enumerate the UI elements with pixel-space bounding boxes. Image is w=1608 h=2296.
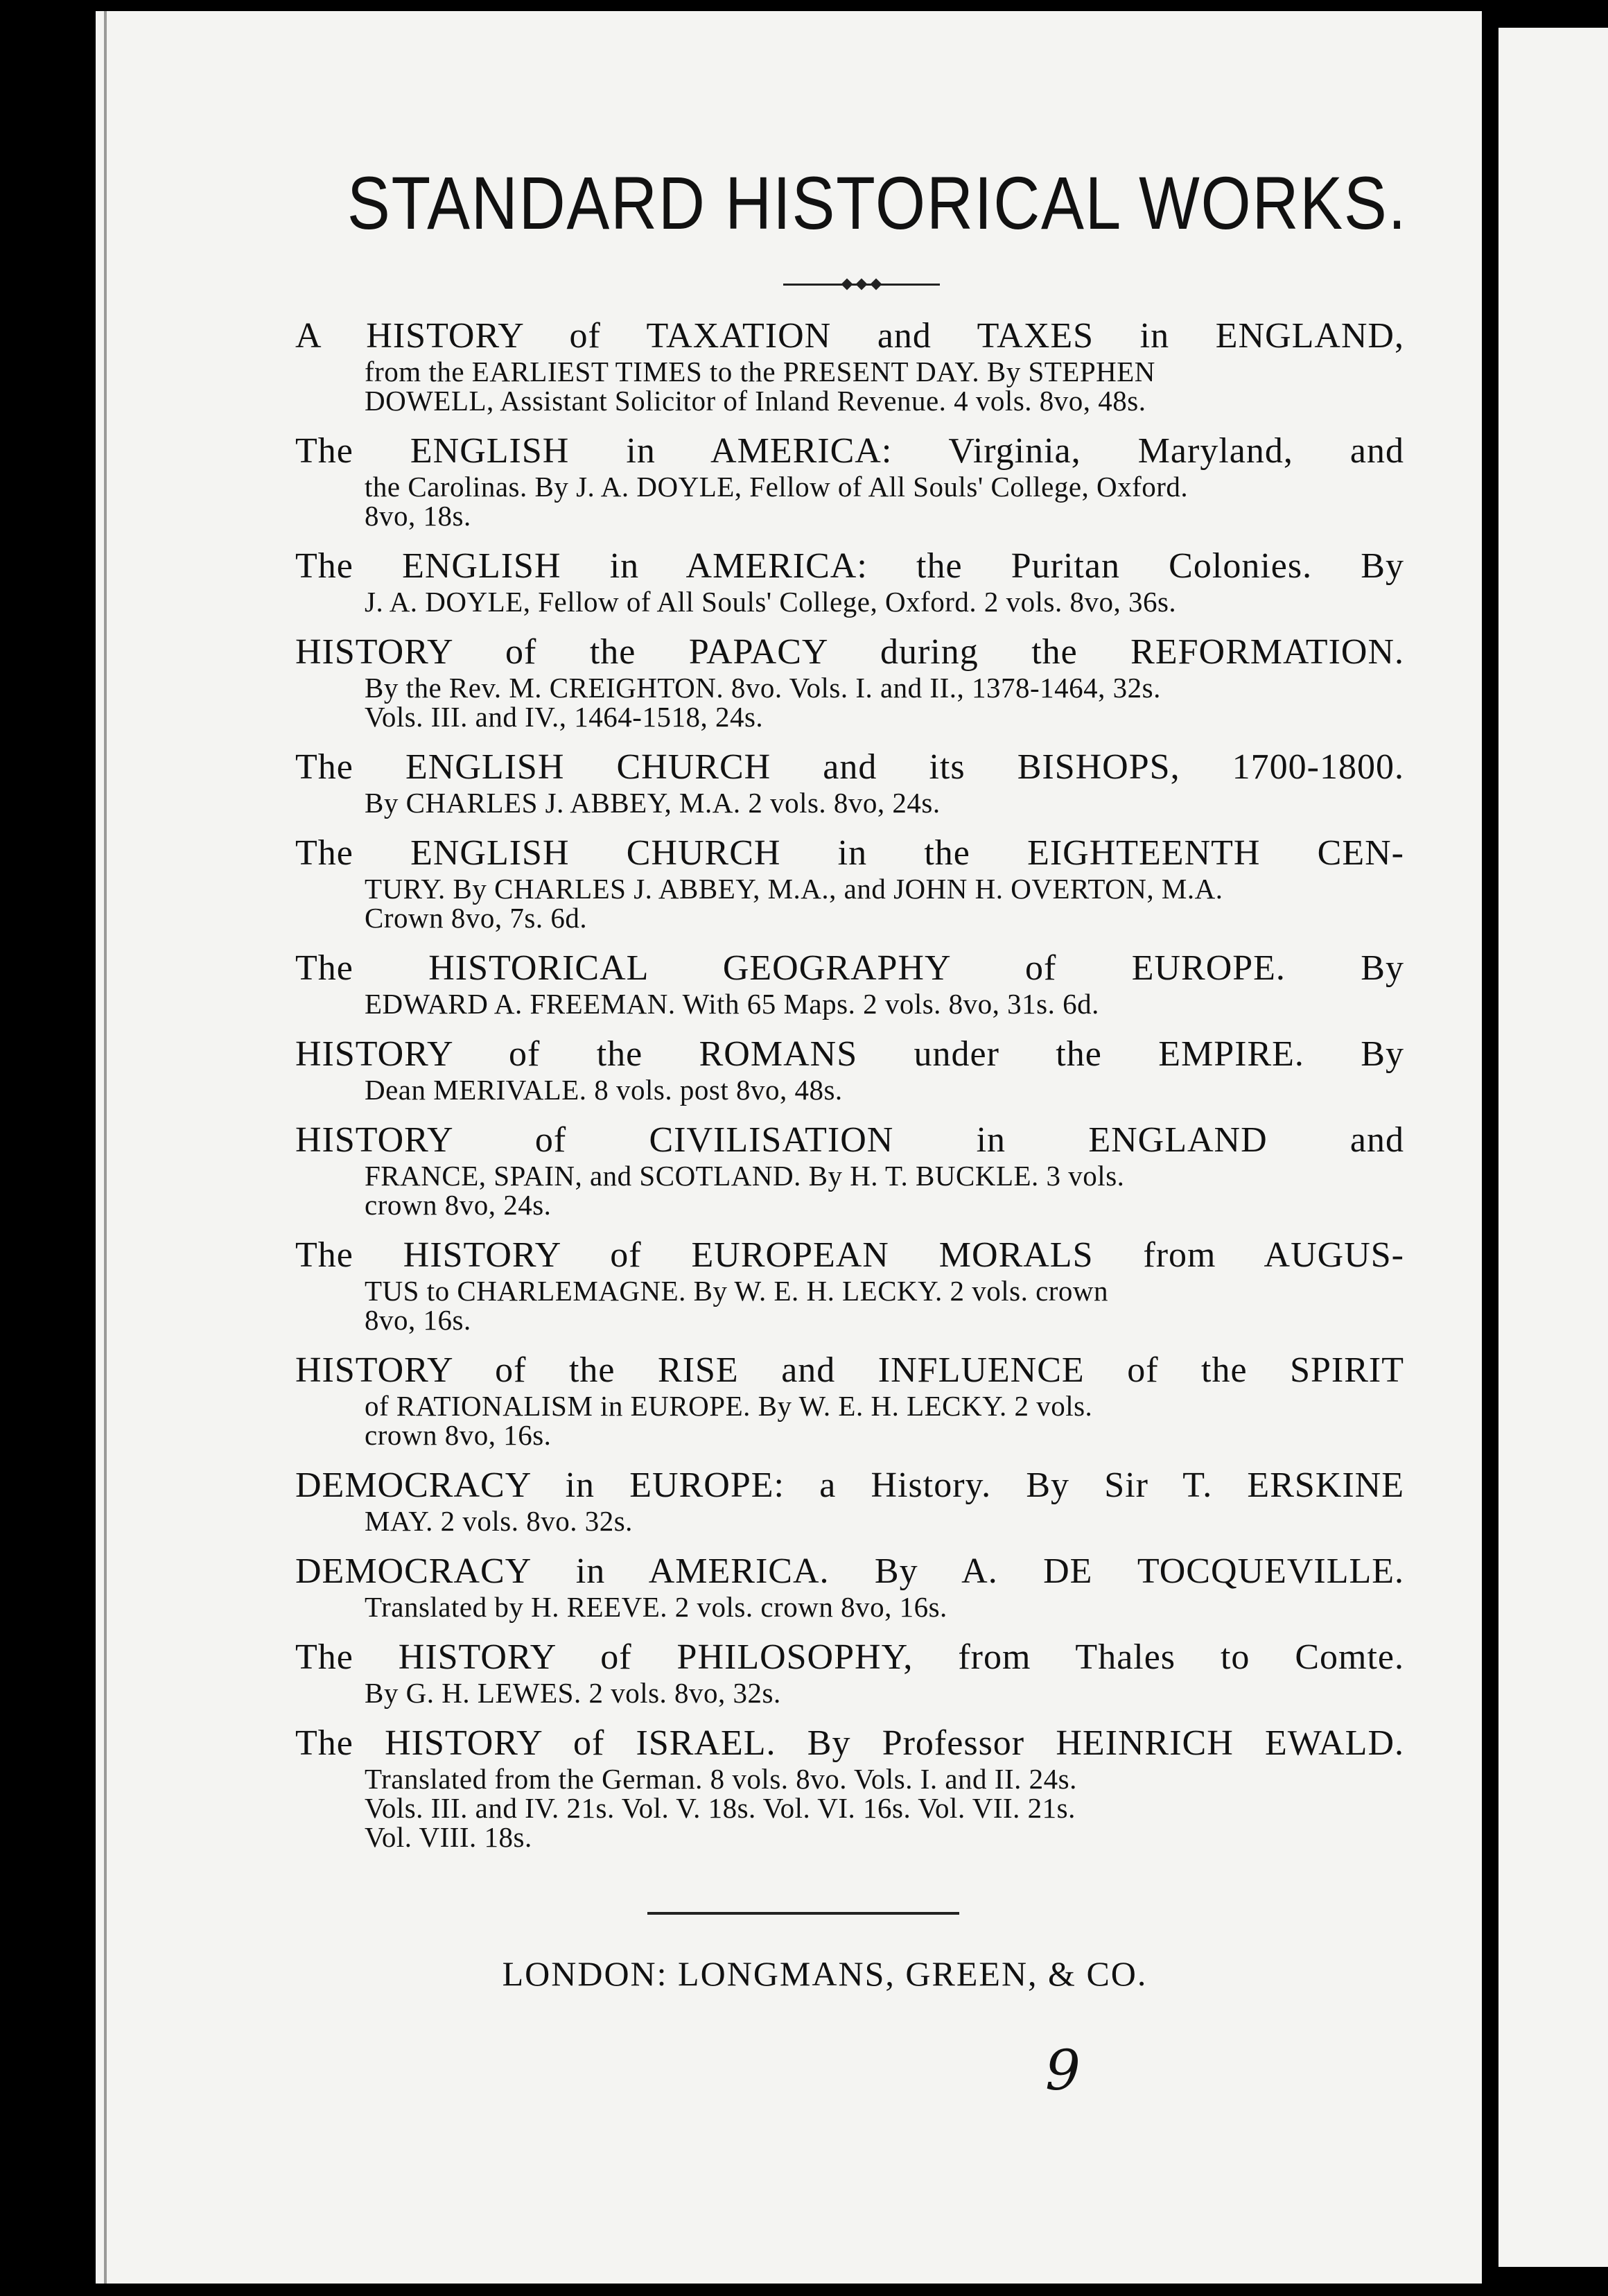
book-detail-line: of RATIONALISM in EUROPE. By W. E. H. LECKY. 2 vols. <box>365 1390 1093 1422</box>
book-entry <box>295 632 1404 731</box>
book-entry <box>295 1465 1404 1536</box>
book-entry <box>295 1034 1404 1104</box>
book-detail-line: By CHARLES J. ABBEY, M.A. 2 vols. 8vo, 24s. <box>365 787 941 819</box>
book-title: The ENGLISH CHURCH in the EIGHTEENTH CEN- <box>295 833 1404 873</box>
page-number: 9 <box>1045 2038 1081 2103</box>
book-detail-line: Vol. VIII. 18s. <box>365 1821 532 1853</box>
book-entry <box>295 747 1404 817</box>
facing-page-strip <box>1498 28 1608 2267</box>
book-entry <box>295 1350 1404 1450</box>
book-title: The HISTORY of ISRAEL. By Professor HEINRICH EWALD. <box>295 1723 1404 1763</box>
book-details <box>295 1391 1404 1450</box>
book-detail-line: Vols. III. and IV., 1464-1518, 24s. <box>365 701 764 733</box>
book-detail-line: 8vo, 16s. <box>365 1304 471 1336</box>
book-title: The ENGLISH CHURCH and its BISHOPS, 1700-1800. <box>295 747 1404 787</box>
book-entry <box>295 1551 1404 1621</box>
book-detail-line: MAY. 2 vols. 8vo. 32s. <box>365 1505 633 1537</box>
book-title: The ENGLISH in AMERICA: Virginia, Maryland, and <box>295 431 1404 471</box>
publisher-imprint: LONDON: LONGMANS, GREEN, & CO. <box>502 1954 1148 1993</box>
book-detail-line: Translated from the German. 8 vols. 8vo. Vols. I. and II. 24s. <box>365 1763 1077 1795</box>
book-detail-line: By the Rev. M. CREIGHTON. 8vo. Vols. I. and II., 1378-1464, 32s. <box>365 672 1161 704</box>
book-title: HISTORY of the PAPACY during the REFORMATION. <box>295 632 1404 672</box>
book-title: DEMOCRACY in EUROPE: a History. By Sir T. ERSKINE <box>295 1466 1404 1505</box>
book-details <box>295 1592 1404 1621</box>
book-title: A HISTORY of TAXATION and TAXES in ENGLAND, <box>295 316 1404 356</box>
book-details <box>295 1161 1404 1219</box>
book-detail-line: crown 8vo, 24s. <box>365 1189 552 1221</box>
book-details <box>295 1276 1404 1334</box>
book-detail-line: from the EARLIEST TIMES to the PRESENT DAY. By STEPHEN <box>365 356 1155 388</box>
book-title: HISTORY of the ROMANS under the EMPIRE. By <box>295 1034 1404 1074</box>
book-entry <box>295 833 1404 932</box>
page-title: STANDARD HISTORICAL WORKS. <box>347 161 1408 245</box>
book-details <box>295 472 1404 530</box>
book-entry <box>295 430 1404 530</box>
book-detail-line: the Carolinas. By J. A. DOYLE, Fellow of All Souls' College, Oxford. <box>365 471 1189 503</box>
book-entry <box>295 546 1404 616</box>
book-details <box>295 587 1404 616</box>
book-detail-line: Vols. III. and IV. 21s. Vol. V. 18s. Vol. VI. 16s. Vol. VII. 21s. <box>365 1792 1076 1824</box>
book-detail-line: crown 8vo, 16s. <box>365 1419 552 1451</box>
book-title: The HISTORY of EUROPEAN MORALS from AUGUS- <box>295 1235 1404 1275</box>
book-details <box>295 1506 1404 1536</box>
book-title: HISTORY of CIVILISATION in ENGLAND and <box>295 1120 1404 1160</box>
book-details <box>295 673 1404 731</box>
book-title: HISTORY of the RISE and INFLUENCE of the SPIRIT <box>295 1350 1404 1390</box>
book-list <box>295 315 1404 1867</box>
book-title: The HISTORY of PHILOSOPHY, from Thales to Comte. <box>295 1637 1404 1677</box>
book-title: DEMOCRACY in AMERICA. By A. DE TOCQUEVILLE. <box>295 1551 1404 1591</box>
book-details <box>295 1678 1404 1707</box>
book-detail-line: TURY. By CHARLES J. ABBEY, M.A., and JOHN H. OVERTON, M.A. <box>365 873 1223 905</box>
book-detail-line: FRANCE, SPAIN, and SCOTLAND. By H. T. BUCKLE. 3 vols. <box>365 1160 1125 1192</box>
book-detail-line: DOWELL, Assistant Solicitor of Inland Revenue. 4 vols. 8vo, 48s. <box>365 385 1146 417</box>
title-ornament <box>783 279 940 290</box>
book-entry <box>295 948 1404 1018</box>
book-detail-line: TUS to CHARLEMAGNE. By W. E. H. LECKY. 2 vols. crown <box>365 1275 1109 1307</box>
closing-rule <box>647 1912 959 1915</box>
book-entry <box>295 1637 1404 1707</box>
book-detail-line: J. A. DOYLE, Fellow of All Souls' College, Oxford. 2 vols. 8vo, 36s. <box>365 586 1177 618</box>
book-details <box>295 1075 1404 1104</box>
book-detail-line: By G. H. LEWES. 2 vols. 8vo, 32s. <box>365 1677 781 1709</box>
book-detail-line: Translated by H. REEVE. 2 vols. crown 8vo, 16s. <box>365 1591 947 1623</box>
book-details <box>295 788 1404 817</box>
book-detail-line: EDWARD A. FREEMAN. With 65 Maps. 2 vols. 8vo, 31s. 6d. <box>365 988 1099 1020</box>
book-entry <box>295 1235 1404 1334</box>
book-entry <box>295 1120 1404 1219</box>
book-title: The ENGLISH in AMERICA: the Puritan Colonies. By <box>295 546 1404 586</box>
book-entry <box>295 1723 1404 1852</box>
book-details <box>295 989 1404 1018</box>
book-details <box>295 357 1404 415</box>
book-entry <box>295 315 1404 415</box>
book-detail-line: Dean MERIVALE. 8 vols. post 8vo, 48s. <box>365 1074 843 1106</box>
page-edge-line <box>104 11 107 2284</box>
book-detail-line: Crown 8vo, 7s. 6d. <box>365 902 588 934</box>
book-details <box>295 874 1404 932</box>
book-title: The HISTORICAL GEOGRAPHY of EUROPE. By <box>295 948 1404 988</box>
book-detail-line: 8vo, 18s. <box>365 500 471 532</box>
book-details <box>295 1764 1404 1852</box>
